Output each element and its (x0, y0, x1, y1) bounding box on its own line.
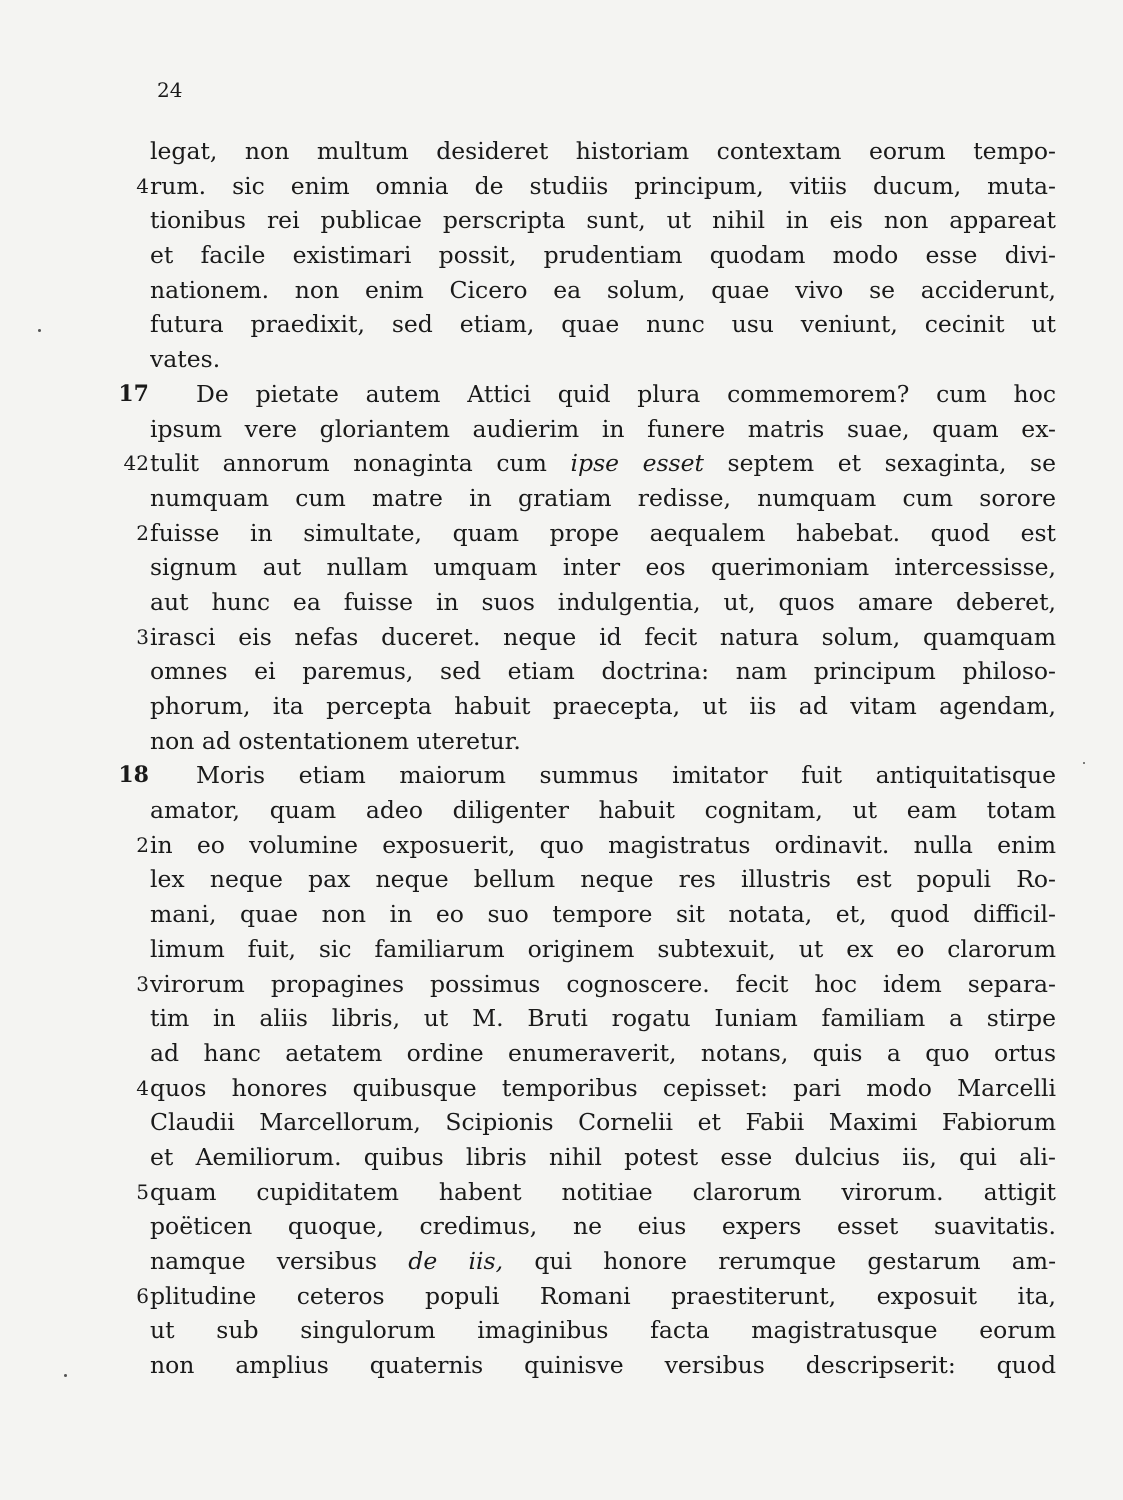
text-line (0, 516, 1123, 551)
line-text (150, 724, 1056, 759)
text-line (0, 1140, 1123, 1175)
text-line (0, 550, 1123, 585)
text-line (0, 1279, 1123, 1314)
text-segment: septem et sexaginta, se (703, 449, 1056, 478)
text-line (0, 1313, 1123, 1348)
text-segment: vates. (150, 345, 221, 374)
line-text (150, 932, 1056, 967)
text-line (0, 273, 1123, 308)
line-text (150, 1140, 1056, 1175)
line-text (150, 1175, 1056, 1210)
text-segment: amator, quam adeo diligenter habuit cognitam, ut eam totam (150, 796, 1056, 825)
text-line (0, 1001, 1123, 1036)
text-line (0, 307, 1123, 342)
text-segment: omnes ei paremus, sed etiam doctrina: nam principum philoso- (150, 657, 1056, 686)
text-segment: qui honore rerumque gestarum am- (503, 1247, 1056, 1275)
margin-speck (64, 1374, 67, 1377)
line-text (150, 169, 1056, 204)
text-segment: in eo volumine exposuerit, quo magistratus ordinavit. nulla enim (150, 830, 1056, 859)
text-line (0, 932, 1123, 967)
text-line (0, 1244, 1123, 1279)
text-line (0, 897, 1123, 932)
line-text (150, 862, 1056, 897)
text-segment: et facile existimari possit, prudentiam quodam modo esse divi- (150, 241, 1056, 270)
line-text (150, 481, 1056, 516)
text-segment: non amplius quaternis quinisve versibus descripserit: quod (150, 1351, 1056, 1380)
text-segment: nationem. non enim Cicero ea solum, quae vivo se acciderunt, (150, 275, 1056, 304)
text-segment: lex neque pax neque bellum neque res illustris est populi Ro- (150, 865, 1056, 894)
text-segment: ipsum vere gloriantem audierim in funere matris suae, quam ex- (150, 414, 1056, 443)
line-text (196, 758, 1056, 793)
line-text (150, 1313, 1056, 1348)
text-segment: rum. sic enim omnia de studiis principum, vitiis ducum, muta- (150, 171, 1056, 200)
margin-speck (1083, 762, 1085, 764)
text-segment: De pietate autem Attici quid plura commemorem? cum hoc (196, 379, 1056, 408)
text-segment: poëticen quoque, credimus, ne eius expers esset suavitatis. (150, 1212, 1056, 1241)
line-text (150, 689, 1056, 724)
text-segment: mani, quae non in eo suo tempore sit notata, et, quod difficil- (150, 900, 1056, 929)
text-segment: plitudine ceteros populi Romani praestiterunt, exposuit ita, (150, 1281, 1056, 1310)
line-text (150, 307, 1056, 342)
text-segment: limum fuit, sic familiarum originem subtexuit, ut ex eo clarorum (150, 934, 1056, 963)
text-line (0, 481, 1123, 516)
italic-phrase: ipse esset (570, 449, 704, 478)
line-text (150, 654, 1056, 689)
text-line (0, 1036, 1123, 1071)
line-text (150, 967, 1056, 1002)
line-marker: 3 (136, 624, 149, 649)
line-text (150, 412, 1056, 447)
text-segment: et Aemiliorum. quibus libris nihil potest esse dulcius iis, qui ali- (150, 1142, 1056, 1171)
body-text (0, 134, 1123, 1383)
line-text (150, 446, 1056, 481)
text-line (0, 1105, 1123, 1140)
text-line (0, 724, 1123, 759)
line-marker: 5 (136, 1179, 149, 1204)
line-marker: 6 (136, 1283, 149, 1308)
line-marker: 4 (136, 1075, 149, 1100)
page-number: 24 (157, 78, 183, 102)
text-line (0, 1175, 1123, 1210)
line-text (150, 1209, 1056, 1244)
text-line (0, 412, 1123, 447)
text-line (0, 169, 1123, 204)
line-marker: 2 (136, 832, 149, 857)
text-line (0, 203, 1123, 238)
text-line (0, 654, 1123, 689)
text-line (0, 134, 1123, 169)
text-line (0, 862, 1123, 897)
text-segment: numquam cum matre in gratiam redisse, numquam cum sorore (150, 483, 1056, 512)
text-line (0, 446, 1123, 481)
line-text (150, 585, 1056, 620)
line-text (150, 1105, 1056, 1140)
text-line (0, 585, 1123, 620)
text-line (0, 967, 1123, 1002)
line-text (150, 1279, 1056, 1314)
line-text (150, 828, 1056, 863)
text-segment: virorum propagines possimus cognoscere. fecit hoc idem separa- (150, 969, 1056, 998)
text-line (0, 793, 1123, 828)
text-segment: non ad ostentationem uteretur. (150, 726, 521, 755)
line-marker: 42 (123, 451, 149, 476)
line-text (150, 1001, 1056, 1036)
text-line (0, 620, 1123, 655)
text-segment: aut hunc ea fuisse in suos indulgentia, ut, quos amare deberet, (150, 587, 1056, 616)
text-segment: tulit annorum nonaginta cum (150, 449, 571, 478)
line-text (150, 516, 1056, 551)
line-text (150, 793, 1056, 828)
text-line (0, 1348, 1123, 1383)
line-text (150, 620, 1056, 655)
text-segment: irasci eis nefas duceret. neque id fecit natura solum, quamquam (150, 622, 1056, 651)
line-text (150, 1071, 1056, 1106)
text-segment: quos honores quibusque temporibus cepisset: pari modo Marcelli (150, 1073, 1056, 1102)
text-line (0, 828, 1123, 863)
text-segment: phorum, ita percepta habuit praecepta, ut iis ad vitam agendam, (150, 692, 1056, 720)
text-line (0, 1209, 1123, 1244)
text-segment: tionibus rei publicae perscripta sunt, ut nihil in eis non appareat (150, 206, 1056, 235)
chapter-number: 17 (118, 380, 149, 407)
chapter-number: 18 (118, 762, 149, 789)
line-text (150, 203, 1056, 238)
text-segment: quam cupiditatem habent notitiae clarorum virorum. attigit (150, 1177, 1056, 1206)
line-text (196, 377, 1056, 412)
line-text (150, 273, 1056, 308)
text-line (0, 342, 1123, 377)
text-segment: ad hanc aetatem ordine enumeraverit, notans, quis a quo ortus (150, 1038, 1056, 1067)
line-text (150, 238, 1056, 273)
text-segment: fuisse in simultate, quam prope aequalem habebat. quod est (150, 518, 1056, 547)
text-line (0, 758, 1123, 793)
line-text (150, 1348, 1056, 1383)
text-segment: legat, non multum desideret historiam contextam eorum tempo- (150, 137, 1056, 165)
text-segment: futura praedixit, sed etiam, quae nunc usu veniunt, cecinit ut (150, 310, 1056, 339)
italic-phrase: de iis, (408, 1247, 504, 1275)
line-marker: 3 (136, 971, 149, 996)
line-text (150, 1244, 1056, 1279)
text-segment: signum aut nullam umquam inter eos querimoniam intercessisse, (150, 553, 1056, 582)
line-text (150, 550, 1056, 585)
line-text (150, 342, 1056, 377)
text-segment: tim in aliis libris, ut M. Bruti rogatu Iuniam familiam a stirpe (150, 1004, 1056, 1033)
line-marker: 2 (136, 520, 149, 545)
text-segment: Moris etiam maiorum summus imitator fuit antiquitatisque (196, 761, 1056, 790)
margin-speck (38, 329, 41, 332)
line-text (150, 134, 1056, 169)
text-segment: ut sub singulorum imaginibus facta magistratusque eorum (150, 1316, 1056, 1345)
text-segment: namque versibus (150, 1247, 409, 1275)
text-segment: Claudii Marcellorum, Scipionis Cornelii et Fabii Maximi Fabiorum (150, 1108, 1056, 1137)
line-marker: 4 (136, 173, 149, 198)
line-text (150, 1036, 1056, 1071)
line-text (150, 897, 1056, 932)
text-line (0, 377, 1123, 412)
text-line (0, 238, 1123, 273)
text-line (0, 689, 1123, 724)
text-line (0, 1071, 1123, 1106)
